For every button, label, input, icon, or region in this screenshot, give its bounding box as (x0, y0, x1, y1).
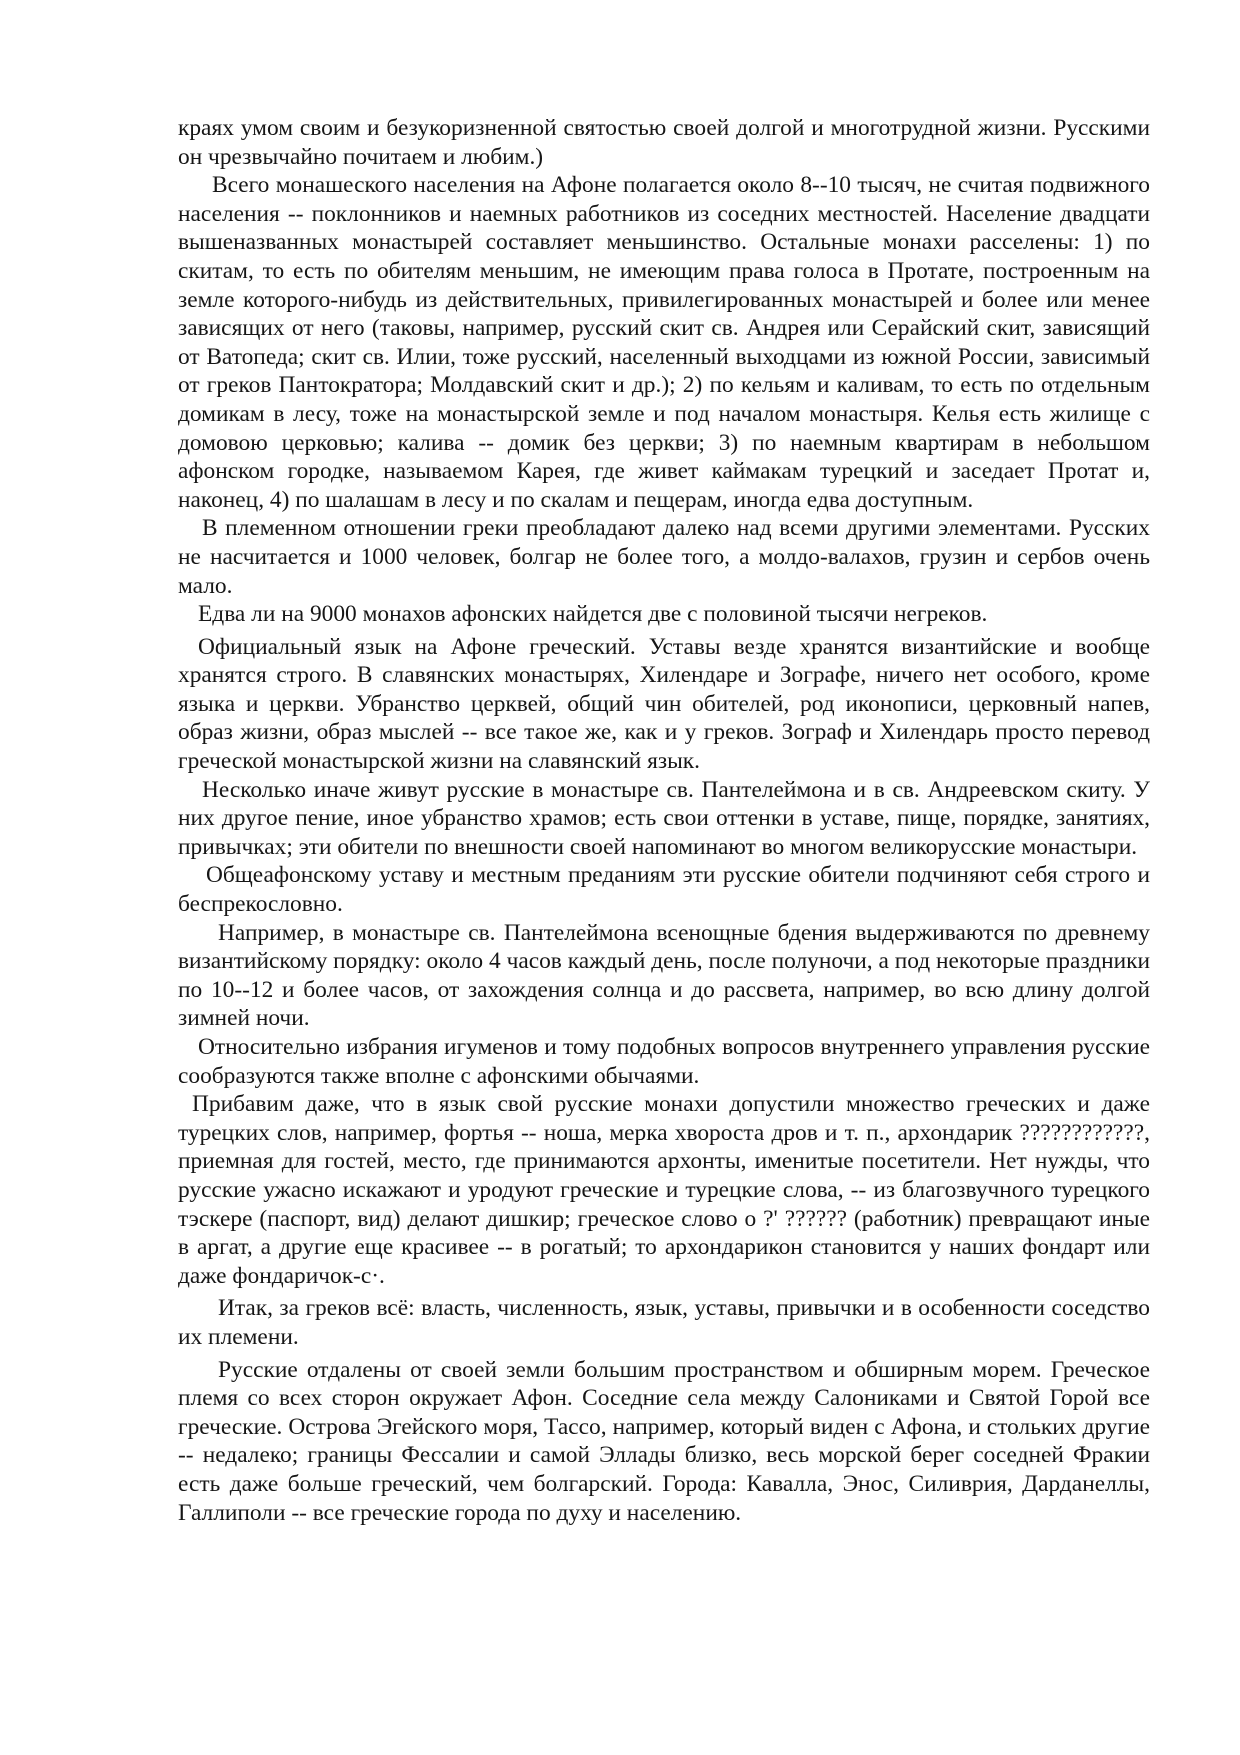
paragraph-4: Едва ли на 9000 монахов афонских найдется две с половиной тысячи негреков. (198, 601, 988, 628)
paragraph-5: Официальный язык на Афоне греческий. Уставы везде хранятся византийские и вообще хранятся строго. В славянских монастырях, Хилендаре и Зографе, ничего нет особого, кроме языка и церкви. Убранство церквей, общий чин обителей, род иконописи, церковный напев, образ жизни, образ мыслей -- все такое же, как и у греков. Зограф и Хилендарь просто перевод греческой монастырской жизни на славянский язык. (178, 633, 1150, 775)
paragraph-6: Несколько иначе живут русские в монастыре св. Пантелеймона и в св. Андреевском скиту. У них другое пение, иное убранство храмов; есть свои оттенки в уставе, пище, порядке, занятиях, привычках; эти обители по внешности своей напоминают во многом великорусские монастыри. (178, 776, 1150, 860)
paragraph-3: В племенном отношении греки преобладают далеко над всеми другими элементами. Русских не насчитается и 1000 человек, болгар не более того, а молдо-валахов, грузин и сербов очень мало. (178, 515, 1150, 599)
paragraph-1: краях умом своим и безукоризненной святостью своей долгой и многотрудной жизни. Русскими он чрезвычайно почитаем и любим.) (178, 115, 1150, 170)
paragraph-11: Итак, за греков всё: власть, численность, язык, уставы, привычки и в особенности соседство их племени. (178, 1295, 1150, 1350)
paragraph-12: Русские отдалены от своей земли большим пространством и обширным морем. Греческое племя со всех сторон окружает Афон. Соседние села между Салониками и Святой Горой все греческие. Острова Эгейского моря, Тассо, например, который виден с Афона, и стольких другие -- недалеко; границы Фессалии и самой Эллады близко, весь морской берег соседней Фракии есть даже больше греческий, чем болгарский. Города: Кавалла, Энос, Силиврия, Дарданеллы, Галлиполи -- все греческие города по духу и населению. (178, 1356, 1150, 1526)
document-page (178, 114, 1150, 1527)
paragraph-7: Общеафонскому уставу и местным преданиям эти русские обители подчиняют себя строго и беспрекословно. (178, 862, 1150, 918)
paragraph-2: Всего монашеского населения на Афоне полагается около 8--10 тысяч, не считая подвижного населения -- поклонников и наемных работников из соседних местностей. Население двадцати вышеназванных монастырей составляет меньшинство. Остальные монахи расселены: 1) по скитам, то есть по обителям меньшим, не имеющим права голоса в Протате, построенным на земле которого-нибудь из действительных, привилегированных монастырей и более или менее зависящих от него (таковы, например, русский скит св. Андрея или Серайский скит, зависящий от Ватопеда; скит св. Илии, тоже русский, населенный выходцами из южной России, зависимый от греков Пантократора; Молдавский скит и др.); 2) по кельям и каливам, то есть по отдельным домикам в лесу, тоже на монастырской земле и под началом монастыря. Келья есть жилище с домовою церковью; калива -- домик без церкви; 3) по наемным квартирам в небольшом афонском городке, называемом Карея, где живет каймакам турецкий и заседает Протат и, наконец, 4) по шалашам в лесу и по скалам и пещерам, иногда едва доступным. (178, 172, 1150, 513)
paragraph-9: Относительно избрания игуменов и тому подобных вопросов внутреннего управления русские сообразуются также вполне с афонскими обычаями. (178, 1034, 1150, 1089)
paragraph-10: Прибавим даже, что в язык свой русские монахи допустили множество греческих и даже турецких слов, например, фортья -- ноша, мерка хвороста дров и т. п., архондарик ????????????, приемная для гостей, место, где принимаются архонты, именитые посетители. Нет нужды, что русские ужасно искажают и уродуют греческие и турецкие слова, -- из благозвучного турецкого тэскере (паспорт, вид) делают дишкир; греческое слово о ?' ?????? (работник) превращают иные в аргат, а другие еще красивее -- в рогатый; то архондарикон становится у наших фондарт или даже фондаричок-с·. (178, 1091, 1150, 1289)
paragraph-8: Например, в монастыре св. Пантелеймона всенощные бдения выдерживаются по древнему византийскому порядку: около 4 часов каждый день, после полуночи, а под некоторые праздники по 10--12 и более часов, от захождения солнца и до рассвета, например, во всю длину долгой зимней ночи. (178, 919, 1150, 1032)
